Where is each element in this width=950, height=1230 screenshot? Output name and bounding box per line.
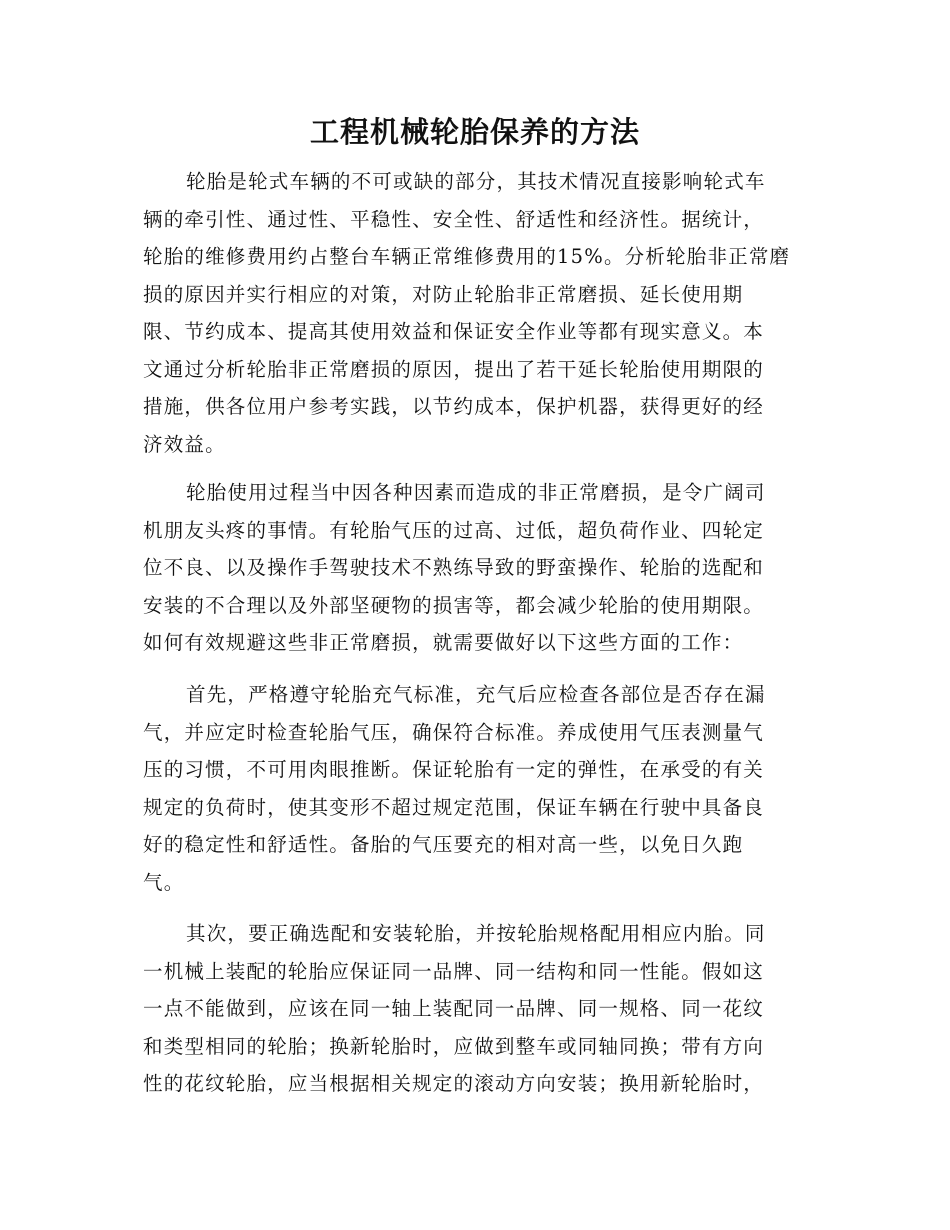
paragraph-abnormal-wear bbox=[143, 474, 808, 662]
text-line: 济效益。 bbox=[143, 432, 226, 456]
text-line: 机朋友头疼的事情。有轮胎气压的过高、过低，超负荷作业、四轮定 bbox=[143, 518, 765, 542]
text-line: 气，并应定时检查轮胎气压，确保符合标准。养成使用气压表测量气 bbox=[143, 720, 765, 744]
text-line: 限、节约成本、提高其使用效益和保证安全作业等都有现实意义。本 bbox=[143, 320, 765, 343]
text-line: 压的习惯，不可用肉眼推断。保证轮胎有一定的弹性，在承受的有关 bbox=[143, 758, 765, 781]
paragraph-selection bbox=[143, 915, 808, 1103]
text-line: 位不良、以及操作手驾驶技术不熟练导致的野蛮操作、轮胎的选配和 bbox=[143, 556, 765, 579]
paragraph-intro bbox=[143, 163, 808, 463]
text-line: 规定的负荷时，使其变形不超过规定范围，保证车辆在行驶中具备良 bbox=[143, 795, 765, 819]
page-title: 工程机械轮胎保养的方法 bbox=[309, 115, 640, 149]
text-line: 好的稳定性和舒适性。备胎的气压要充的相对高一些，以免日久跑 bbox=[143, 833, 744, 856]
text-line: 辆的牵引性、通过性、平稳性、安全性、舒适性和经济性。据统计， bbox=[143, 207, 765, 231]
text-line: 轮胎使用过程当中因各种因素而造成的非正常磨损，是令广阔司 bbox=[186, 481, 766, 504]
text-line: 如何有效规避这些非正常磨损，就需要做好以下这些方面的工作： bbox=[143, 631, 744, 654]
text-line: 一机械上装配的轮胎应保证同一品牌、同一结构和同一性能。假如这 bbox=[143, 959, 765, 983]
text-line: 安装的不合理以及外部坚硬物的损害等，都会减少轮胎的使用期限。 bbox=[143, 593, 765, 617]
text-line: 轮胎的维修费用约占整台车辆正常维修费用的15%。分析轮胎非正常磨 bbox=[143, 245, 791, 268]
text-line: 一点不能做到，应该在同一轴上装配同一品牌、同一规格、同一花纹 bbox=[143, 997, 765, 1020]
text-line: 措施，供各位用户参考实践，以节约成本，保护机器，获得更好的经 bbox=[143, 395, 765, 418]
text-line: 其次，要正确选配和安装轮胎，并按轮胎规格配用相应内胎。同 bbox=[186, 922, 766, 945]
text-line: 文通过分析轮胎非正常磨损的原因，提出了若干延长轮胎使用期限的 bbox=[143, 357, 765, 381]
paragraph-inflation bbox=[143, 676, 808, 901]
text-line: 首先，严格遵守轮胎充气标准，充气后应检查各部位是否存在漏 bbox=[186, 683, 766, 706]
text-line: 和类型相同的轮胎；换新轮胎时，应做到整车或同轴同换；带有方向 bbox=[143, 1034, 765, 1058]
text-line: 轮胎是轮式车辆的不可或缺的部分，其技术情况直接影响轮式车 bbox=[186, 170, 766, 193]
text-line: 性的花纹轮胎，应当根据相关规定的滚动方向安装；换用新轮胎时， bbox=[143, 1072, 765, 1095]
text-line: 损的原因并实行相应的对策，对防止轮胎非正常磨损、延长使用期 bbox=[143, 282, 744, 306]
text-line: 气。 bbox=[143, 870, 185, 894]
